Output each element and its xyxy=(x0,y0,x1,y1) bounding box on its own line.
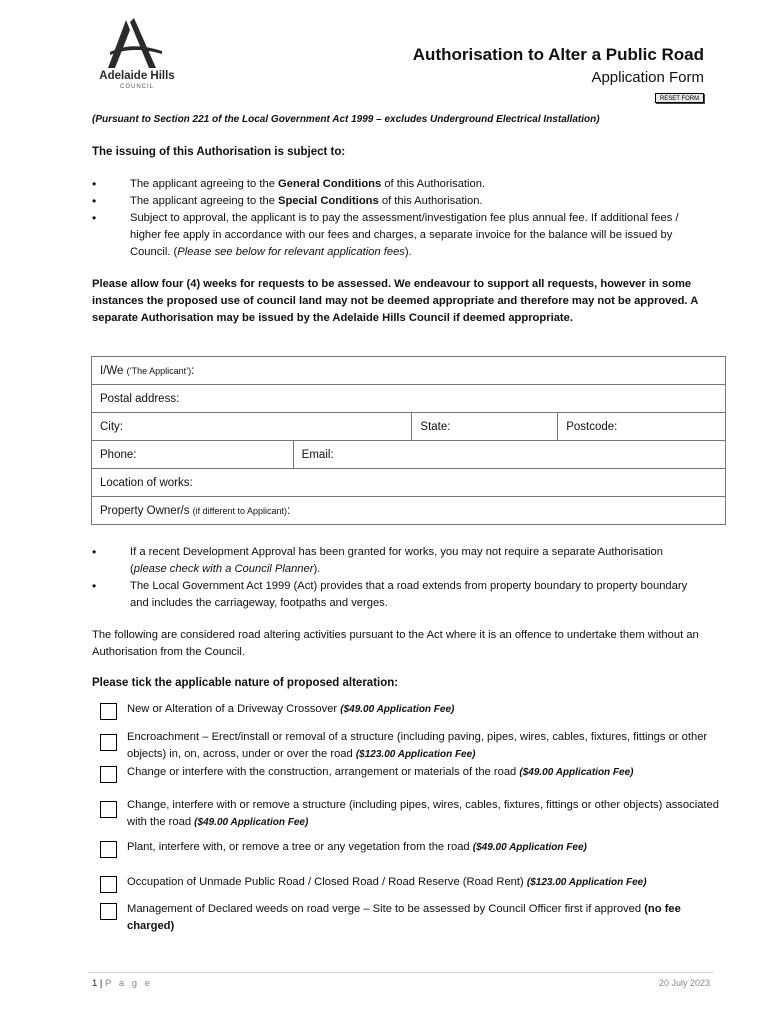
logo-subtitle: COUNCIL xyxy=(119,84,154,90)
checkbox[interactable] xyxy=(100,903,117,920)
page-number xyxy=(92,978,152,989)
footer-date: 20 July 2023 xyxy=(658,978,710,988)
assessment-notice: Please allow four (4) weeks for requests to be assessed. We endeavour to support all requests, however in some instances the proposed use of council land may not be deemed appropriate and therefore may not be approved. A separate Authorisation may be issued by the Adelaide Hills Council if deemed appropriate. xyxy=(92,278,698,324)
condition-item-special xyxy=(92,193,702,210)
page-word: P a g e xyxy=(105,978,153,989)
condition-item-fees xyxy=(92,210,702,261)
applicant-label: I/We xyxy=(100,364,127,377)
email-label: Email: xyxy=(301,448,334,461)
option-fee: ($49.00 Application Fee) xyxy=(519,767,634,778)
pursuant-note: (Pursuant to Section 221 of the Local Government Act 1999 – excludes Underground Electrical Installation) xyxy=(92,114,600,125)
option-fee: ($49.00 Application Fee) xyxy=(472,842,587,853)
condition-text: ). xyxy=(404,246,412,258)
option-text: Change or interfere with the construction, arrangement or materials of the road xyxy=(127,766,520,778)
condition-text: of this Authorisation. xyxy=(381,178,486,190)
logo-name: Adelaide Hills xyxy=(99,70,175,82)
option-label xyxy=(127,797,722,831)
checkbox[interactable] xyxy=(100,801,117,818)
notes-list xyxy=(92,544,702,612)
offence-notice: The following are considered road altering activities pursuant to the Act where it is an offence to undertake them without an Authorisation from the Council. xyxy=(92,629,699,658)
postal-address-label: Postal address: xyxy=(100,392,180,405)
page-number-value: 1 xyxy=(92,978,98,989)
condition-item-general xyxy=(92,176,702,193)
note-text: ). xyxy=(313,563,321,575)
owner-label: Property Owner/s xyxy=(100,504,193,517)
checkbox[interactable] xyxy=(100,841,117,858)
phone-label: Phone: xyxy=(100,448,137,461)
option-fee: ($49.00 Application Fee) xyxy=(194,817,309,828)
checkbox[interactable] xyxy=(100,703,117,720)
option-label xyxy=(127,764,722,781)
alteration-heading: Please tick the applicable nature of proposed alteration: xyxy=(92,677,399,689)
option-label xyxy=(127,901,722,935)
phone-field[interactable] xyxy=(92,441,294,469)
page-separator: | xyxy=(97,978,106,989)
city-field[interactable] xyxy=(92,413,412,441)
state-label: State: xyxy=(420,420,451,433)
option-text: Encroachment – Erect/install or removal of a structure (including paving, pipes, wires, cables, fixtures, fittings or other objects) in, on, across, under or over the road xyxy=(127,731,708,760)
postcode-field[interactable] xyxy=(558,413,726,441)
option-text: Occupation of Unmade Public Road / Closed Road / Road Reserve (Road Rent) xyxy=(127,876,527,888)
option-label xyxy=(127,701,722,718)
owner-note: (if different to Applicant) xyxy=(192,505,288,516)
checkbox[interactable] xyxy=(100,734,117,751)
applicant-details-table xyxy=(91,356,726,525)
condition-text: of this Authorisation. xyxy=(378,195,483,207)
postal-address-field[interactable] xyxy=(92,385,726,413)
condition-text: The applicant agreeing to the xyxy=(130,195,279,207)
email-field[interactable] xyxy=(293,441,725,469)
general-conditions-link: General Conditions xyxy=(278,178,382,190)
condition-italic-text: Please see below for relevant application fees xyxy=(177,246,405,258)
option-label xyxy=(127,874,722,891)
city-label: City: xyxy=(100,420,123,433)
location-of-works-field[interactable] xyxy=(92,469,726,497)
option-fee: ($123.00 Application Fee) xyxy=(526,877,647,888)
option-text: Plant, interfere with, or remove a tree or any vegetation from the road xyxy=(127,841,473,853)
option-fee: (no fee charged) xyxy=(127,903,681,932)
option-label xyxy=(127,839,722,856)
condition-text: The applicant agreeing to the xyxy=(130,178,279,190)
condition-text: Subject to approval, the applicant is to pay the assessment/investigation fee plus annual fee. If additional fees / higher fee apply in accordance with our fees and charges, a separate invoice for the balance will be issued by Council. ( xyxy=(130,212,679,258)
option-label xyxy=(127,729,722,763)
special-conditions-link: Special Conditions xyxy=(278,195,379,207)
property-owner-field[interactable] xyxy=(92,497,726,525)
location-label: Location of works: xyxy=(100,476,193,489)
option-text: Management of Declared weeds on road verge – Site to be assessed by Council Officer first if approved xyxy=(127,903,645,915)
page-subtitle: Application Form xyxy=(591,69,704,86)
note-road-definition: • The Local Government Act 1999 (Act) provides that a road extends from property boundary to property boundary and includes the carriageway, footpaths and verges. xyxy=(92,578,702,612)
checkbox[interactable] xyxy=(100,876,117,893)
option-text: Change, interfere with or remove a structure (including pipes, wires, cables, fixtures, fittings or other objects) associated with the road xyxy=(127,799,719,828)
council-logo xyxy=(92,18,182,96)
footer-divider xyxy=(88,972,714,973)
postcode-label: Postcode: xyxy=(566,420,618,433)
note-text: If a recent Development Approval has been granted for works, you may not require a separate Authorisation ( xyxy=(130,546,663,575)
applicant-field[interactable] xyxy=(92,357,726,385)
applicant-note: (‘The Applicant’) xyxy=(126,365,192,376)
owner-colon: : xyxy=(287,504,291,517)
option-fee: ($123.00 Application Fee) xyxy=(355,749,476,760)
note-italic-text: please check with a Council Planner xyxy=(133,563,314,575)
applicant-colon: : xyxy=(191,364,195,377)
conditions-heading: The issuing of this Authorisation is subject to: xyxy=(92,146,346,158)
reset-form-button[interactable]: RESET FORM xyxy=(655,93,704,103)
state-field[interactable] xyxy=(412,413,558,441)
option-text: New or Alteration of a Driveway Crossover xyxy=(127,703,341,715)
note-development-approval xyxy=(92,544,702,578)
option-fee: ($49.00 Application Fee) xyxy=(340,704,455,715)
conditions-list xyxy=(92,176,702,261)
council-logo-icon xyxy=(92,18,182,72)
page-title: Authorisation to Alter a Public Road xyxy=(412,45,704,64)
checkbox[interactable] xyxy=(100,766,117,783)
